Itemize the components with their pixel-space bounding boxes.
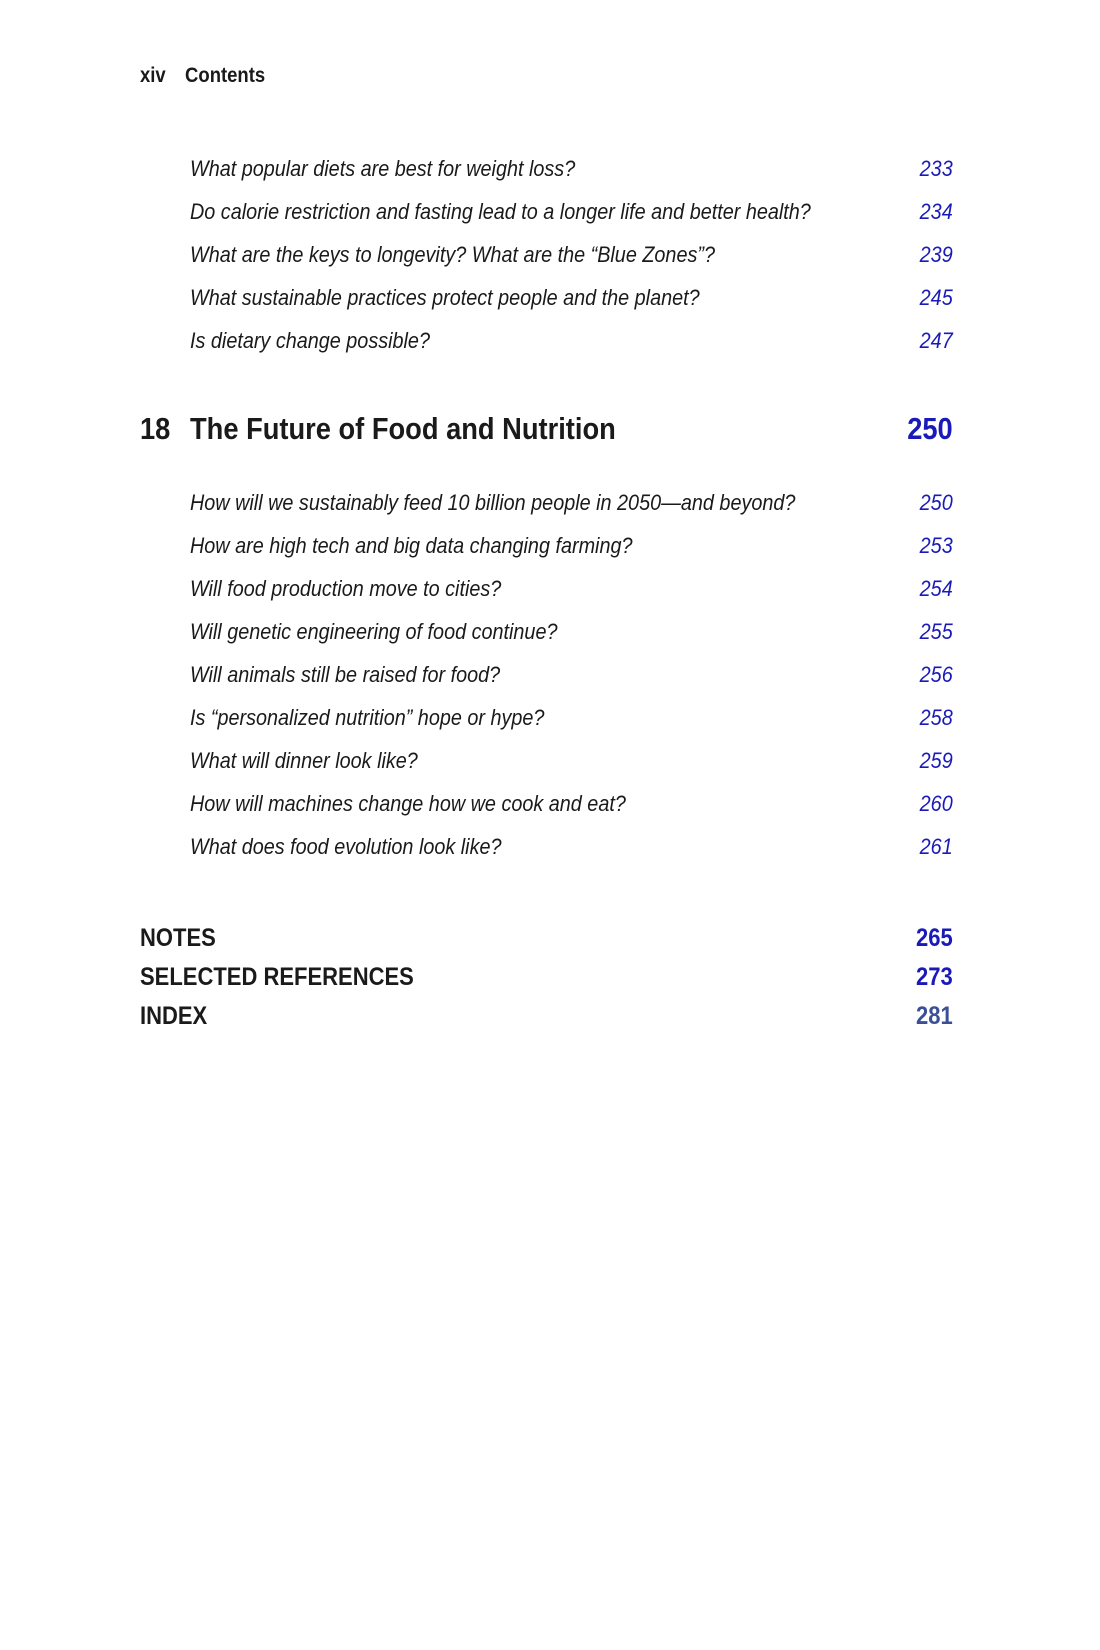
- toc-question-entry[interactable]: [190, 533, 953, 563]
- question-page-link[interactable]: 255: [919, 619, 953, 644]
- toc-question-entry[interactable]: [190, 199, 953, 229]
- question-page-link[interactable]: 250: [919, 490, 953, 515]
- question-text[interactable]: Will animals still be raised for food?: [190, 662, 501, 687]
- question-text[interactable]: What will dinner look like?: [190, 748, 418, 773]
- toc-chapter-entry[interactable]: [140, 411, 953, 451]
- question-page-link[interactable]: 233: [919, 156, 953, 181]
- toc-question-entry[interactable]: [190, 242, 953, 272]
- question-page-link[interactable]: 260: [919, 791, 953, 816]
- chapter-number: 18: [140, 411, 171, 446]
- toc-question-entry[interactable]: [190, 490, 953, 520]
- question-page-link[interactable]: 253: [919, 533, 953, 558]
- toc-question-entry[interactable]: [190, 662, 953, 692]
- back-matter-label[interactable]: INDEX: [140, 1002, 208, 1030]
- toc-question-entry[interactable]: [190, 156, 953, 186]
- toc-question-entry[interactable]: [190, 619, 953, 649]
- toc-question-entry[interactable]: [190, 834, 953, 864]
- toc-question-entry[interactable]: [190, 748, 953, 778]
- toc-question-entry[interactable]: [190, 705, 953, 735]
- question-text[interactable]: Will genetic engineering of food continue?: [190, 619, 558, 644]
- back-matter-page-link[interactable]: 281: [916, 1002, 953, 1030]
- question-page-link[interactable]: 258: [919, 705, 953, 730]
- back-matter-entry[interactable]: [140, 924, 953, 958]
- back-matter-entry[interactable]: [140, 963, 953, 997]
- chapter-title[interactable]: The Future of Food and Nutrition: [190, 411, 616, 446]
- question-text[interactable]: What are the keys to longevity? What are the “Blue Zones”?: [190, 242, 715, 267]
- question-page-link[interactable]: 256: [919, 662, 953, 687]
- question-text[interactable]: Is “personalized nutrition” hope or hype?: [190, 705, 545, 730]
- toc-question-entry[interactable]: [190, 285, 953, 315]
- back-matter-entry[interactable]: [140, 1002, 953, 1036]
- question-text[interactable]: Will food production move to cities?: [190, 576, 502, 601]
- question-page-link[interactable]: 247: [919, 328, 953, 353]
- running-head-title: Contents: [185, 64, 266, 87]
- question-text[interactable]: What does food evolution look like?: [190, 834, 502, 859]
- question-text[interactable]: How will machines change how we cook and eat?: [190, 791, 626, 816]
- toc-question-entry[interactable]: [190, 791, 953, 821]
- question-page-link[interactable]: 234: [919, 199, 953, 224]
- question-text[interactable]: Is dietary change possible?: [190, 328, 430, 353]
- chapter-page-link[interactable]: 250: [907, 411, 953, 446]
- toc-question-entry[interactable]: [190, 576, 953, 606]
- back-matter-page-link[interactable]: 265: [916, 924, 953, 952]
- question-text[interactable]: How are high tech and big data changing farming?: [190, 533, 633, 558]
- question-text[interactable]: What popular diets are best for weight loss?: [190, 156, 576, 181]
- question-page-link[interactable]: 259: [919, 748, 953, 773]
- back-matter-label[interactable]: NOTES: [140, 924, 216, 952]
- toc-question-entry[interactable]: [190, 328, 953, 358]
- back-matter-page-link[interactable]: 273: [916, 963, 953, 991]
- back-matter-label[interactable]: SELECTED REFERENCES: [140, 963, 414, 991]
- question-text[interactable]: What sustainable practices protect people and the planet?: [190, 285, 700, 310]
- question-page-link[interactable]: 261: [919, 834, 953, 859]
- question-page-link[interactable]: 239: [919, 242, 953, 267]
- question-text[interactable]: How will we sustainably feed 10 billion people in 2050—and beyond?: [190, 490, 796, 515]
- question-page-link[interactable]: 254: [919, 576, 953, 601]
- page-folio: xiv: [140, 64, 166, 87]
- running-head: [140, 64, 265, 88]
- question-text[interactable]: Do calorie restriction and fasting lead to a longer life and better health?: [190, 199, 811, 224]
- question-page-link[interactable]: 245: [919, 285, 953, 310]
